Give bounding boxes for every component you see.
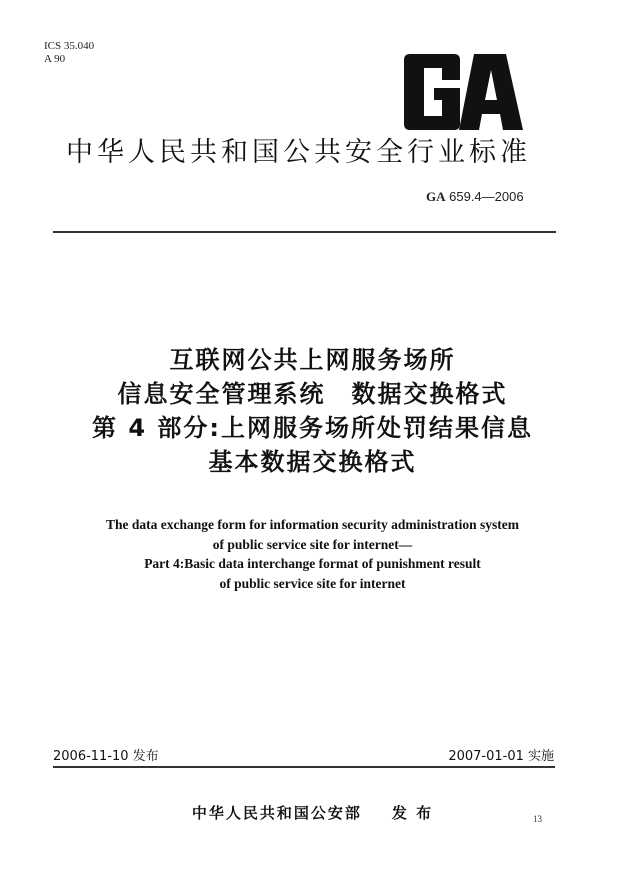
issue-date: 2006-11-10 发布	[53, 749, 159, 764]
implement-date: 2007-01-01 实施	[448, 749, 554, 764]
english-title-line: The data exchange form for information security administration system	[106, 517, 519, 532]
standard-number	[426, 189, 524, 205]
ga-logo-icon	[402, 52, 524, 132]
english-title	[0, 515, 625, 593]
ics-code: ICS 35.040	[44, 40, 95, 52]
ga-logo	[402, 52, 524, 132]
chinese-title	[0, 343, 625, 479]
top-divider	[53, 231, 556, 233]
standard-number-prefix: GA	[426, 189, 446, 204]
page-number: 13	[533, 814, 542, 824]
chinese-title-line: 信息安全管理系统 数据交换格式	[117, 380, 508, 408]
english-title-line: of public service site for internet	[219, 575, 406, 591]
class-code: A 90	[44, 53, 66, 65]
standard-title: 中华人民共和国公共安全行业标准	[66, 137, 531, 168]
english-title-line: Part 4:Basic data interchange format of punishment result	[144, 556, 481, 571]
bottom-divider	[53, 766, 555, 768]
standard-number-value: 659.4—2006	[449, 189, 524, 204]
chinese-title-line: 互联网公共上网服务场所	[169, 346, 456, 374]
chinese-title-line: 第 4 部分:上网服务场所处罚结果信息	[91, 414, 533, 442]
classification-codes	[44, 40, 94, 66]
english-title-line: of public service site for internet—	[212, 536, 413, 552]
publisher	[0, 802, 625, 823]
publisher-action: 发 布	[391, 804, 434, 822]
publisher-name: 中华人民共和国公安部	[191, 804, 362, 822]
chinese-title-line: 基本数据交换格式	[208, 448, 417, 476]
